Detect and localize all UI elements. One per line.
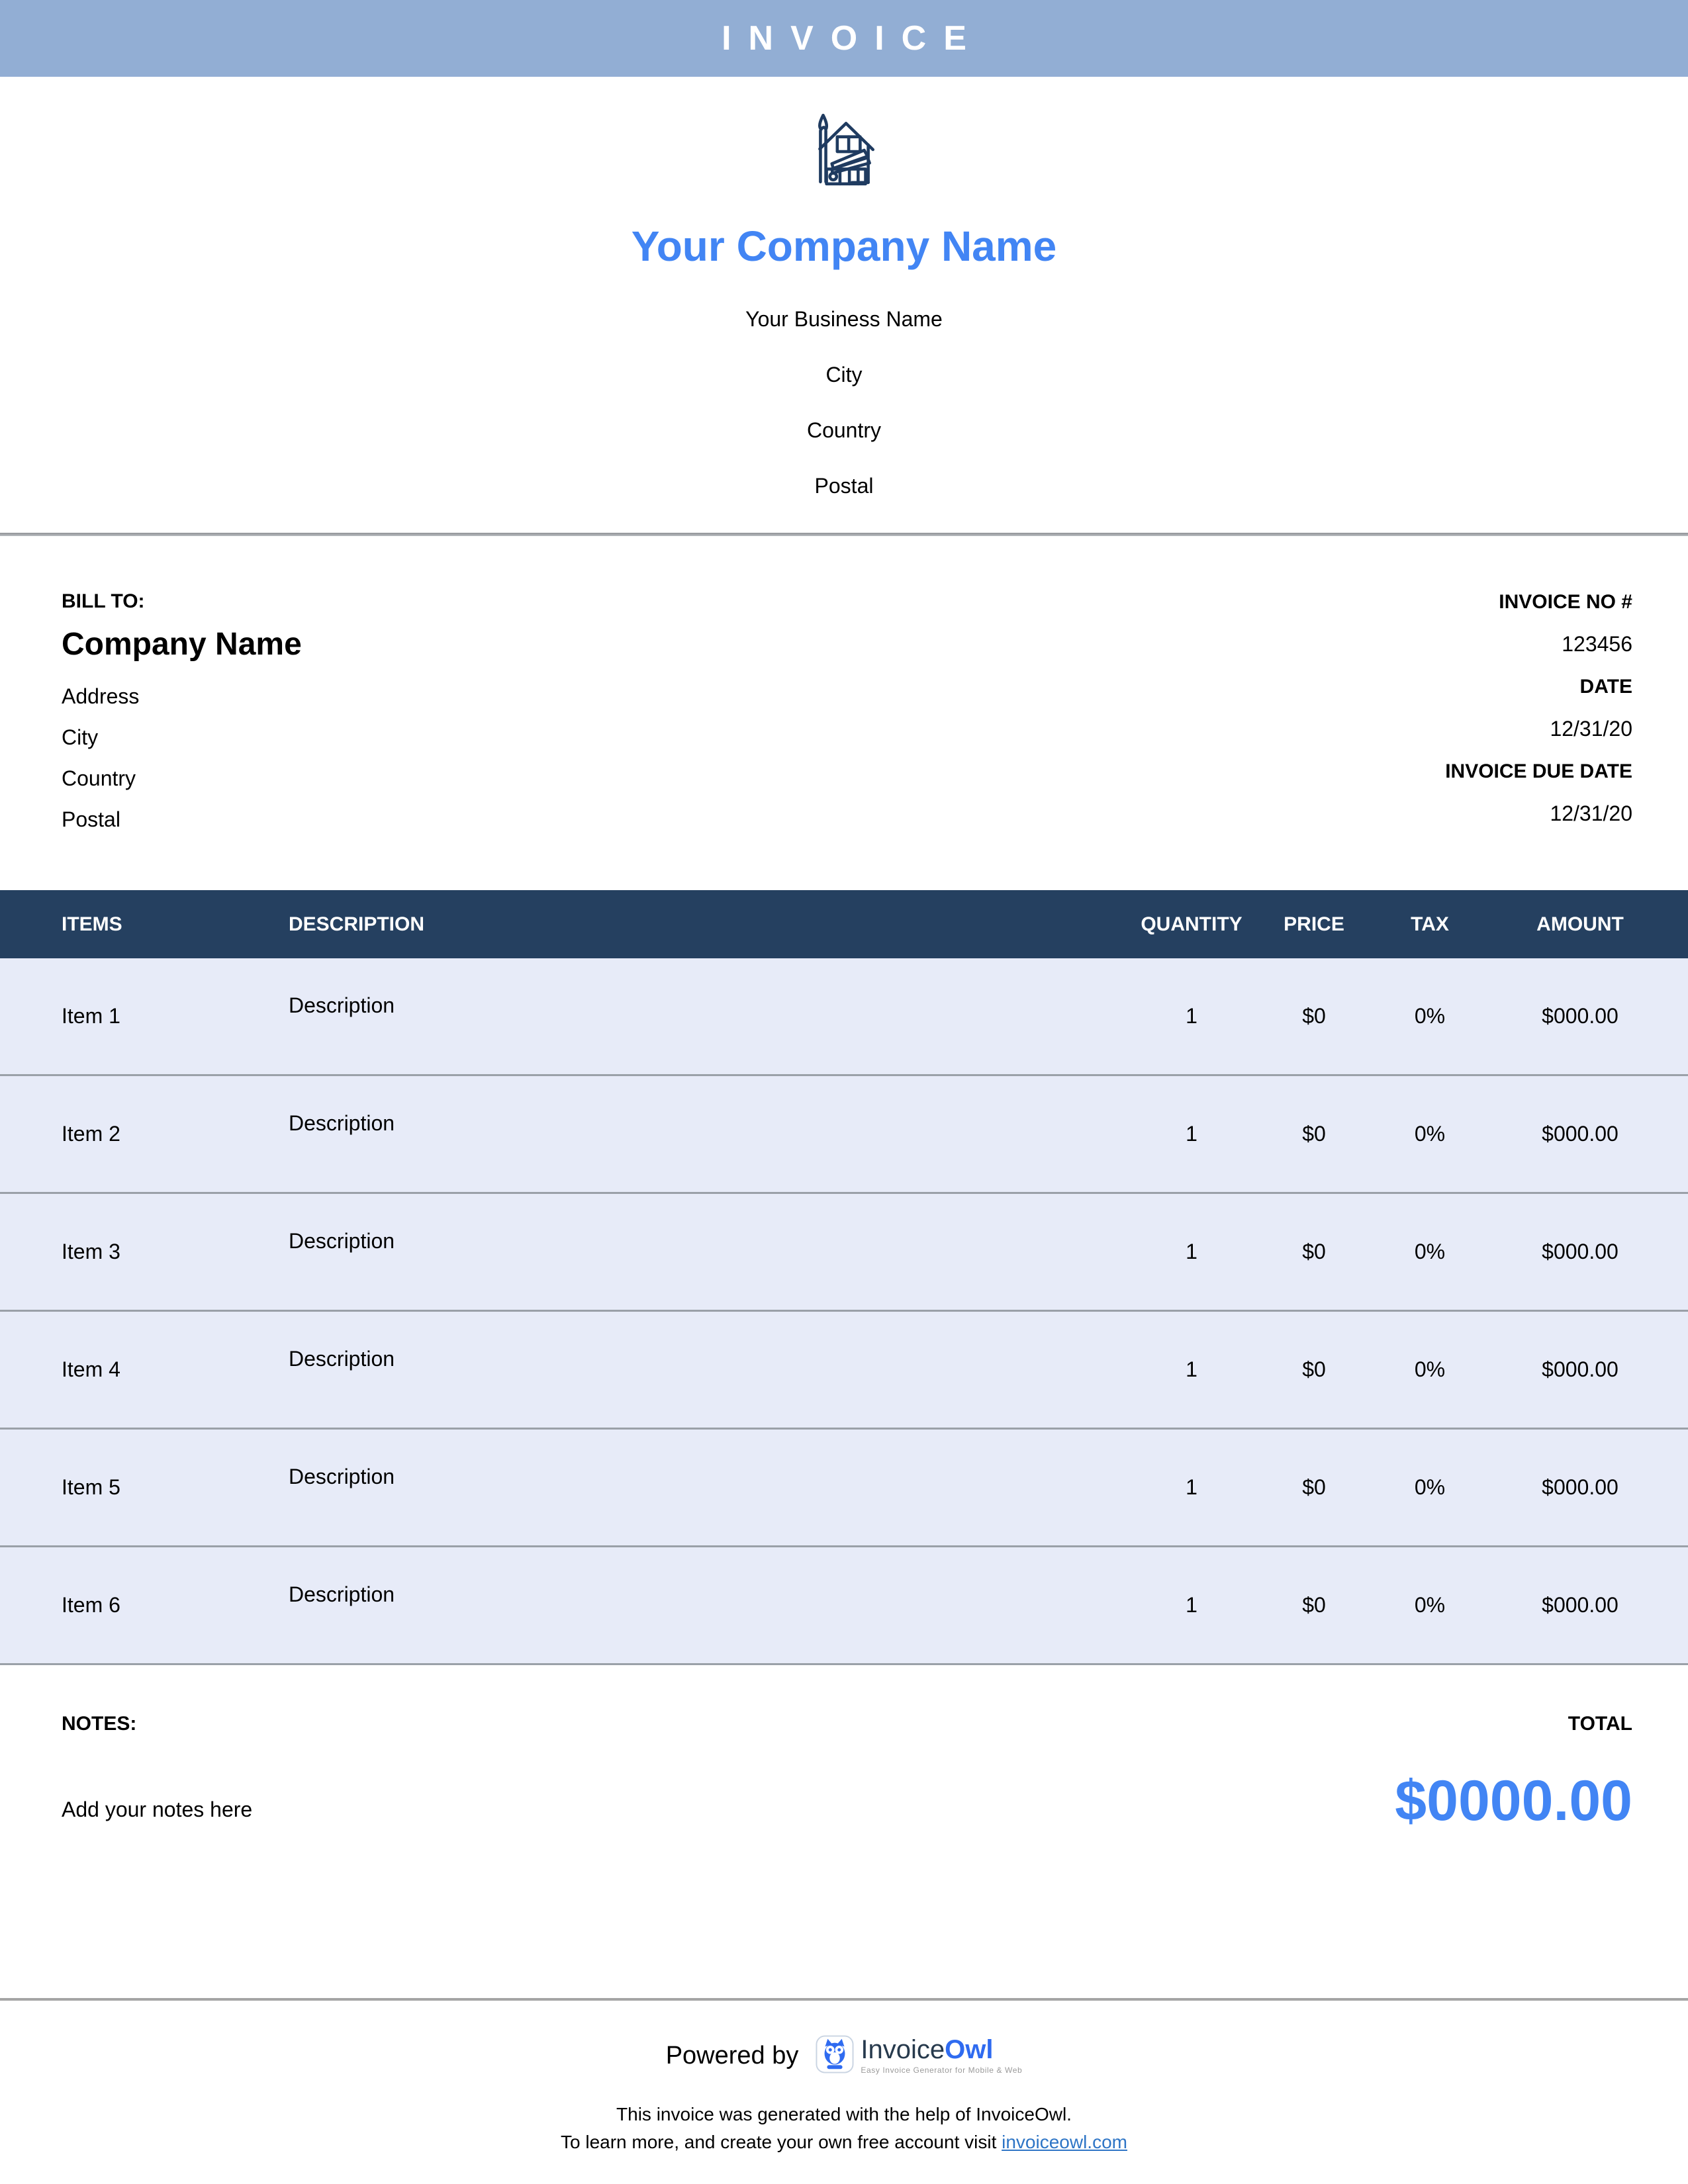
table-row: [0, 1430, 1688, 1547]
company-business-name: Your Business Name: [745, 307, 943, 331]
item-cell: Item 3: [62, 1240, 120, 1263]
header-divider: [0, 533, 1688, 536]
column-header-price: PRICE: [1284, 913, 1344, 935]
table-row: [0, 1547, 1688, 1665]
item-cell: Item 2: [62, 1122, 120, 1146]
column-header-quantity: QUANTITY: [1141, 913, 1243, 935]
line-items-table: [0, 890, 1688, 1665]
logo-tagline: Easy Invoice Generator for Mobile & Web: [861, 2066, 1023, 2075]
price-cell: $0: [1302, 1240, 1326, 1263]
description-cell: Description: [289, 1582, 395, 1606]
item-cell: Item 5: [62, 1475, 120, 1499]
table-header-row: [0, 890, 1688, 958]
notes-text: Add your notes here: [62, 1797, 253, 1821]
invoice-date-value: 12/31/20: [1550, 717, 1632, 741]
price-cell: $0: [1302, 1004, 1326, 1028]
invoiceowl-logo: [816, 2035, 1022, 2077]
description-cell: Description: [289, 1111, 395, 1135]
notes-label: NOTES:: [62, 1713, 137, 1735]
quantity-cell: 1: [1186, 1593, 1197, 1617]
quantity-cell: 1: [1186, 1240, 1197, 1263]
price-cell: $0: [1302, 1593, 1326, 1617]
tax-cell: 0%: [1414, 1593, 1446, 1617]
amount-cell: $000.00: [1542, 1004, 1618, 1028]
quantity-cell: 1: [1186, 1357, 1197, 1381]
bill-to-company-name: Company Name: [62, 627, 302, 662]
tax-cell: 0%: [1414, 1475, 1446, 1499]
powered-by-label: Powered by: [665, 2042, 799, 2070]
invoice-title: INVOICE: [722, 19, 984, 58]
tax-cell: 0%: [1414, 1122, 1446, 1146]
footer-learn-more-text: To learn more, and create your own free account visit: [561, 2132, 1002, 2152]
table-row: [0, 958, 1688, 1076]
column-header-description: DESCRIPTION: [289, 913, 425, 935]
amount-cell: $000.00: [1542, 1240, 1618, 1263]
invoice-due-date-value: 12/31/20: [1550, 801, 1632, 825]
table-row: [0, 1312, 1688, 1430]
amount-cell: $000.00: [1542, 1593, 1618, 1617]
bill-to-city: City: [62, 725, 99, 749]
table-row: [0, 1076, 1688, 1194]
quantity-cell: 1: [1186, 1004, 1197, 1028]
invoice-due-date-label: INVOICE DUE DATE: [1445, 760, 1632, 782]
invoice-date-label: DATE: [1579, 676, 1632, 698]
description-cell: Description: [289, 993, 395, 1017]
logo-text-invoice: Invoice: [861, 2035, 945, 2064]
item-cell: Item 4: [62, 1357, 120, 1381]
amount-cell: $000.00: [1542, 1357, 1618, 1381]
tax-cell: 0%: [1414, 1004, 1446, 1028]
description-cell: Description: [289, 1347, 395, 1371]
column-header-tax: TAX: [1411, 913, 1449, 935]
bill-to-address: Address: [62, 684, 140, 708]
amount-cell: $000.00: [1542, 1122, 1618, 1146]
tax-cell: 0%: [1414, 1357, 1446, 1381]
column-header-items: ITEMS: [62, 913, 122, 935]
amount-cell: $000.00: [1542, 1475, 1618, 1499]
column-header-amount: AMOUNT: [1536, 913, 1624, 935]
bill-to-postal: Postal: [62, 807, 120, 831]
bill-to-label: BILL TO:: [62, 590, 145, 612]
company-name: Your Company Name: [631, 222, 1057, 270]
quantity-cell: 1: [1186, 1475, 1197, 1499]
price-cell: $0: [1302, 1475, 1326, 1499]
invoiceowl-link[interactable]: invoiceowl.com: [1002, 2132, 1127, 2152]
price-cell: $0: [1302, 1357, 1326, 1381]
total-label: TOTAL: [1568, 1713, 1632, 1735]
description-cell: Description: [289, 1229, 395, 1253]
footer: [0, 1998, 1688, 2154]
invoice-banner: [0, 0, 1688, 77]
item-cell: Item 1: [62, 1004, 120, 1028]
company-postal: Postal: [814, 474, 874, 498]
company-country: Country: [806, 418, 882, 442]
total-value: $0000.00: [1395, 1769, 1632, 1833]
description-cell: Description: [289, 1465, 395, 1488]
invoice-number-value: 123456: [1562, 632, 1632, 656]
tax-cell: 0%: [1414, 1240, 1446, 1263]
quantity-cell: 1: [1186, 1122, 1197, 1146]
logo-text-owl: Owl: [945, 2035, 994, 2064]
invoice-number-label: INVOICE NO #: [1499, 591, 1632, 613]
bill-to-country: Country: [62, 766, 136, 790]
company-logo-house-paint-icon: [804, 110, 884, 194]
company-city: City: [825, 363, 863, 387]
price-cell: $0: [1302, 1122, 1326, 1146]
invoiceowl-owl-icon: [816, 2035, 854, 2077]
table-row: [0, 1194, 1688, 1312]
item-cell: Item 6: [62, 1593, 120, 1617]
footer-generated-note: This invoice was generated with the help of InvoiceOwl.: [616, 2104, 1072, 2124]
